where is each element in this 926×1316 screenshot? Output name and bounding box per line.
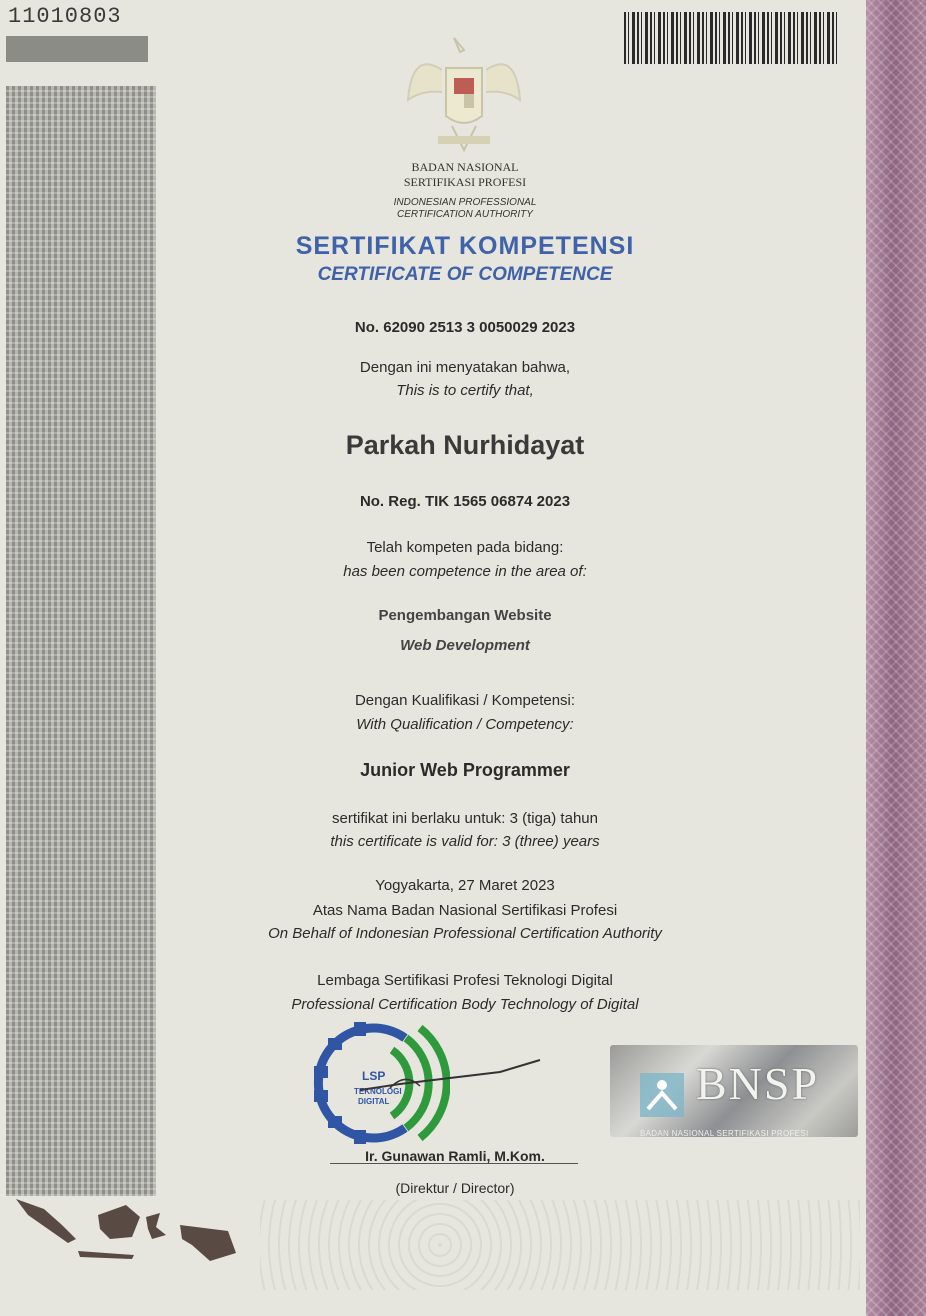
behalf-en: On Behalf of Indonesian Professional Certification Authority [268,925,662,942]
validity-en: this certificate is valid for: 3 (three) years [330,833,600,850]
competent-in-id: Telah kompeten pada bidang: [366,539,564,556]
agency-en-line-2: CERTIFICATION AUTHORITY [397,209,533,220]
competent-in-en: has been competence in the area of: [343,563,587,580]
bnsp-logo-icon [636,1069,688,1121]
security-watermark [260,1200,860,1290]
serial-bar [6,36,148,62]
certificate-number: No. 62090 2513 3 0050029 2023 [354,319,576,336]
qualification-label-en: With Qualification / Competency: [356,716,574,733]
certificate-title-en: CERTIFICATE OF COMPETENCE [317,264,613,285]
certify-en: This is to certify that, [396,382,534,399]
indonesia-map-icon [14,1195,240,1275]
field-id: Pengembangan Website [378,607,552,624]
security-strip [6,86,156,1196]
body-en: Professional Certification Body Technology of Digital [291,996,639,1013]
qualification-label-id: Dengan Kualifikasi / Kompetensi: [354,692,576,709]
certificate-title: SERTIFIKAT KOMPETENSI [295,232,635,260]
garuda-emblem-icon [402,30,526,158]
bnsp-brand: BNSP [696,1058,820,1109]
qualification: Junior Web Programmer [360,760,570,780]
body-id: Lembaga Sertifikasi Profesi Teknologi Digital [317,972,613,989]
seal-text-2: TEKNOLOGI [354,1087,402,1096]
signer-role: (Direktur / Director) [395,1180,515,1196]
field-en: Web Development [400,637,530,654]
validity-id: sertifikat ini berlaku untuk: 3 (tiga) tahun [332,810,598,827]
agency-line-2: SERTIFIKASI PROFESI [403,175,527,189]
certify-id: Dengan ini menyatakan bahwa, [359,359,571,376]
holder-name: Parkah Nurhidayat [345,430,585,460]
bnsp-hologram [610,1045,858,1137]
seal-text-1: LSP [362,1069,386,1083]
serial-number: 11010803 [8,4,122,29]
agency-name-en [200,197,730,221]
barcode [624,12,840,64]
agency-en-line-1: INDONESIAN PROFESSIONAL [393,197,537,208]
signer-name: Ir. Gunawan Ramli, M.Kom. [365,1148,545,1164]
seal-text-3: DIGITAL [358,1097,390,1106]
agency-name-id [200,160,730,190]
place-date: Yogyakarta, 27 Maret 2023 [375,877,555,894]
bnsp-subtitle: BADAN NASIONAL SERTIFIKASI PROFESI [640,1129,809,1137]
registration-number: No. Reg. TIK 1565 06874 2023 [359,493,571,510]
signature [360,1050,550,1110]
agency-line-1: BADAN NASIONAL [411,160,519,174]
behalf-id: Atas Nama Badan Nasional Sertifikasi Profesi [312,902,618,919]
decorative-border [866,0,926,1316]
